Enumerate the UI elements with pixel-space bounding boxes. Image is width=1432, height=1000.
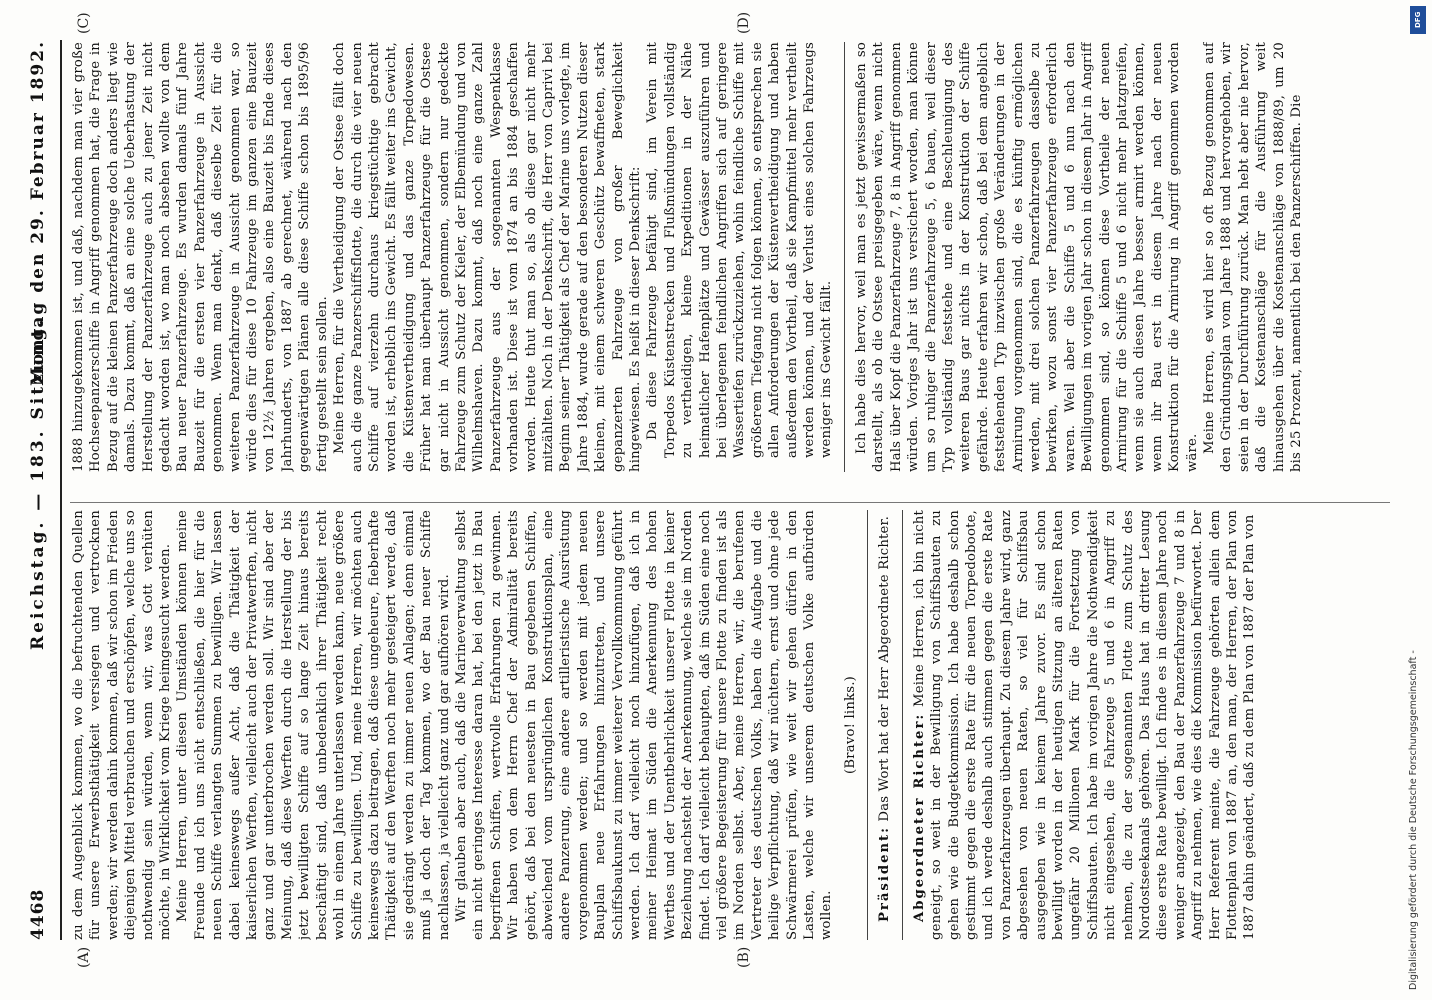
right-paragraph: 1888 hinzugekommen ist, und daß, nachdem man vier große Hochseepanzerschiffe in Angriff genommen hat, die Frage in Bezug auf die kleinen Panzerfahrzeuge doch anders liegt wie damals. Dazu kommt, daß an eine solche Ueberhastung der Herstellung der Panzerfahrzeuge auch zu jener Zeit nicht gedacht worden ist, wo man noch absehen wollte von dem Bau neuer Panzerfahrzeuge. Es wurden damals fünf Jahre Bauzeit für die ersten vier Panzerfahrzeuge in Aussicht genommen. Wenn man denkt, daß dieselbe Zeit für die weiteren Panzerfahrzeuge in Aussicht genommen war, so würde dies für diese 10 Fahrzeuge im ganzen eine Bauzeit von 12½ Jahren ergeben, also eine Bauzeit bis Ende dieses Jahrhunderts, von 1887 ab gerechnet, während nach den gegenwärtigen Plänen alle diese Schiffe schon bis 1895/96 fertig gestellt sein sollen. [71, 42, 330, 472]
quoted-memorandum: Da diese Fahrzeuge befähigt sind, im Verein mit Torpedos Küstenstrecken und Flußmündungen vollständig zu vertheidigen, kleine Expeditionen in der Nähe heimatlicher Hafenplätze und Gewässer auszuführen und bei überlegenen feindlichen Angriffen sich auf geringere Wassertiefen zurückzuziehen, wohin feindliche Schiffe mit größerem Tiefgang nicht folgen können, so entsprechen sie allen Anforderungen der Küstenvertheidigung und haben außerdem den Vortheil, daß sie Kampfmittel mehr vertheilt werden können, und der Verlust eines solchen Fahrzeugs weniger ins Gewicht fällt. [645, 42, 835, 458]
margin-marker-a: (A) [76, 946, 92, 968]
section-divider [902, 510, 903, 940]
right-paragraph: Ich habe dies hervor, weil man es jetzt gewissermaßen so darstellt, als ob die Ostsee preisgegeben wäre, wenn nicht Hals über Kopf die Panzerfahrzeuge 7, 8 in Angriff genommen würden. Voriges Jahr ist uns versichert worden, man könne um so ruhiger die Panzerfahrzeuge 5, 6 bauen, weil dieser Typ vollständig feststehe und eine Beschleunigung des weiteren Baus gar nichts in der Konstruktion der Schiffe gefährde. Heute erfahren wir schon, daß bei dem angeblich feststehenden Typ inzwischen große Veränderungen in der Armirung vorgenommen sind, die es künftig ermöglichen werden, mit drei solchen Panzerfahrzeugen dasselbe zu bewirken, wozu sonst vier Panzerfahrzeuge erforderlich waren. Weil aber die Schiffe 5 und 6 nun nach den Bewilligungen im vorigen Jahr schon in diesem Jahr in Angriff genommen sind, so können diese Vortheile der neuen Armirung für die Schiffe 5 und 6 nicht mehr platzgreifen, wenn sie auch diesen Jahre besser armirt werden können, wenn ihr Bau erst in diesem Jahre nach der neuen Konstruktion für die Armirung in Angriff genommen worden wäre. [853, 42, 1200, 472]
digitization-credit: Digitalisierung gefördert durch die Deutsche Forschungsgemeinschaft - [1408, 650, 1419, 990]
president-text: Das Wort hat der Herr Abgeordnete Richter. [877, 516, 893, 822]
left-column [70, 510, 1400, 940]
speaker-richter: Abgeordneter Richter: [911, 712, 927, 922]
speaker-president: Präsident: [877, 825, 893, 922]
section-divider [867, 510, 868, 940]
header-rule [60, 40, 62, 940]
richter-text: Meine Herren, ich bin nicht geneigt, so weit in der Bewilligung von Schiffsbauten zu gehen wie die Budgetkommission. Ich habe deshalb schon gestimmt gegen die erste Rate für die neuen Torpedoboote, und ich werde deshalb auch stimmen gegen die erste Rate von Panzerfahrzeugen überhaupt. Zu diesem Jahre wird, ganz abgesehen von neuen Raten, so viel für Schiffsbau ausgegeben wie in keinem Jahre zuvor. Es sind schon bewilligt worden in der heutigen Sitzung an älteren Raten ungefähr 20 Millionen Mark für die Fortsetzung von Schiffsbauten. Ich habe im vorigen Jahre die Nothwendigkeit nicht eingesehen, die Fahrzeuge 5 und 6 in Angriff zu nehmen, die zu der sogenannten Flotte zum Schutz des Nordostseekanals gehören. Das Haus hat in dritter Lesung diese erste Rate bewilligt. Ich finde es in diesem Jahre noch weniger angezeigt, den Bau der Panzerfahrzeuge 7 und 8 in Angriff zu nehmen, wie dies die Kommission befürwortet. Der Herr Referent meinte, die Fahrzeuge gehörten allein dem Flottenplan von 1887 an, den man, der Herren, der Plan von 1887 dahin geändert, daß zu dem Plan von 1887 der Plan von [911, 510, 1258, 940]
session-date: Montag den 29. Februar 1892. [28, 40, 48, 386]
left-paragraph: zu dem Augenblick kommen, wo die befruchtenden Quellen für unsere Erwerbsthätigkeit versiegen und vertrocknen werden; wir werden dahin kommen, daß wir schon im Frieden diejenigen Mittel verbrauchen und erschöpfen, welche uns so nothwendig sein würden, wenn wir, was Gott verhüten möchte, in Wirklichkeit vom Kriege heimgesucht werden. [71, 510, 174, 940]
richter-speech [911, 510, 1259, 940]
section-divider [844, 42, 845, 472]
right-paragraph: Meine Herren, es wird hier so oft Bezug genommen auf den Gründungsplan vom Jahre 1888 und hervorgehoben, wir seien in der Durchführung zurück. Man hebt aber nie hervor, daß die Kostenanschläge für die Ausführung weit hinausgehen über die Kostenanschläge von 1888/89, um 20 bis 25 Prozent, namentlich bei den Panzerschiffen. Die [1202, 42, 1305, 472]
session-title: Reichstag. — 183. Sitzung. [28, 316, 48, 650]
rotated-page-content [16, 0, 1416, 1000]
page-header [28, 40, 58, 940]
column-gutter [70, 476, 1390, 503]
margin-marker-b: (B) [736, 946, 752, 968]
applause-note: (Bravo! links.) [842, 676, 858, 774]
president-statement [876, 510, 893, 940]
page-number: 4468 [28, 888, 48, 940]
right-column [70, 42, 1400, 472]
margin-marker-c: (C) [76, 12, 92, 34]
margin-marker-d: (D) [736, 11, 752, 34]
right-paragraph: Meine Herren, für die Vertheidigung der Ostsee fällt doch auch die ganze Panzerschiffsflotte, die durch die vier neuen Schiffe auf vierzehn durchaus kriegstüchtige gebracht worden ist, erheblich ins Gewicht. Es fällt weiter ins Gewicht, die Küstenvertheidigung und das ganze Torpedowesen. Früher hat man überhaupt Panzerfahrzeuge für die Ostsee gar nicht in Aussicht genommen, sondern nur gedeckte Fahrzeuge zum Schutz der Kieler, der Elbemündung und von Wilhelmshaven. Dazu kommt, daß noch eine ganze Zahl Panzerfahrzeuge aus der sogenannten Wespenklasse vorhanden ist. Diese ist vom 1874 an bis 1884 geschaffen worden. Heute thut man so, als ob diese gar nicht mehr mitzählten. Noch in der Denkschrift, die Herr von Caprivi bei Beginn seiner Thätigkeit als Chef der Marine uns vorlegte, im Jahre 1884, wurde gerade auf den besonderen Nutzen dieser kleinen, mit einem schweren Geschütz bewaffneten, stark gepanzerten Fahrzeuge von großer Beweglichkeit hingewiesen. Es heißt in dieser Denkschrift: [332, 42, 643, 472]
left-paragraph: Wir glauben aber auch, daß die Marineverwaltung selbst ein nicht geringes Interesse daran hat, bei den jetzt in Bau begriffenen Schiffen, wertvolle Erfahrungen zu gewinnen. Wir haben von dem Herrn Chef der Admiralität bereits gehört, daß bei den neuesten in Bau gegebenen Schiffen, abweichend vom ursprünglichen Konstruktionsplan, eine andere Panzerung, eine andere artilleristische Ausrüstung vorgenommen werden; und so werden mit jedem neuen Bauplan neue Erfahrungen hinzutreten, und unsere Schiffsbaukunst zu immer weiterer Vervollkommnung geführt werden. Ich darf vielleicht noch hinzufügen, daß ich in meiner Heimat im Süden die Anerkennung des hohen Werthes und der Unentbehrlichkeit unserer Flotte in keiner Beziehung nachsteht der Anerkennung, welche sie im Norden findet. Ich darf vielleicht behaupten, daß im Süden eine noch viel größere Begeisterung für unsere Flotte zu finden ist als im Norden selbst. Aber, meine Herren, wir, die berufenen Vertreter des deutschen Volks, haben die Aufgabe und die heilige Verpflichtung, daß wir nüchtern, ernst und ohne jede Schwärmerei prüfen, wie weit wir gehen dürfen in den Lasten, welche wir unserem deutschen Volke aufbürden wollen. [453, 510, 835, 940]
left-paragraph: Meine Herren, unter diesen Umständen können meine Freunde und ich uns nicht entschließen, die hier für die neuen Schiffe verlangten Summen zu bewilligen. Wir lassen dabei keineswegs außer Acht, daß die Thätigkeit der kaiserlichen Werften, vielleicht auch der Privatwerften, nicht ganz und gar unterbrochen werden soll. Wir sind aber der Meinung, daß diese Werften durch die Herstellung der bis jetzt bewilligten Schiffe auf so lange Zeit hinaus bereits beschäftigt sind, daß unbedenklich ihrer Thätigkeit recht wohl in einem Jahre unterlassen werden kann, neue größere Schiffe zu bewilligen. Und, meine Herren, wir möchten auch keineswegs dazu beitragen, daß diese ungeheure, fieberhafte Thätigkeit auf den Werften noch mehr gesteigert werde, daß sie gedrängt werden zu immer neuen Anlagen; denn einmal muß ja doch der Tag kommen, wo der Bau neuer Schiffe nachlassen, ja vielleicht ganz und gar aufhören wird. [175, 510, 452, 940]
dfg-logo: DFG [1410, 6, 1426, 34]
